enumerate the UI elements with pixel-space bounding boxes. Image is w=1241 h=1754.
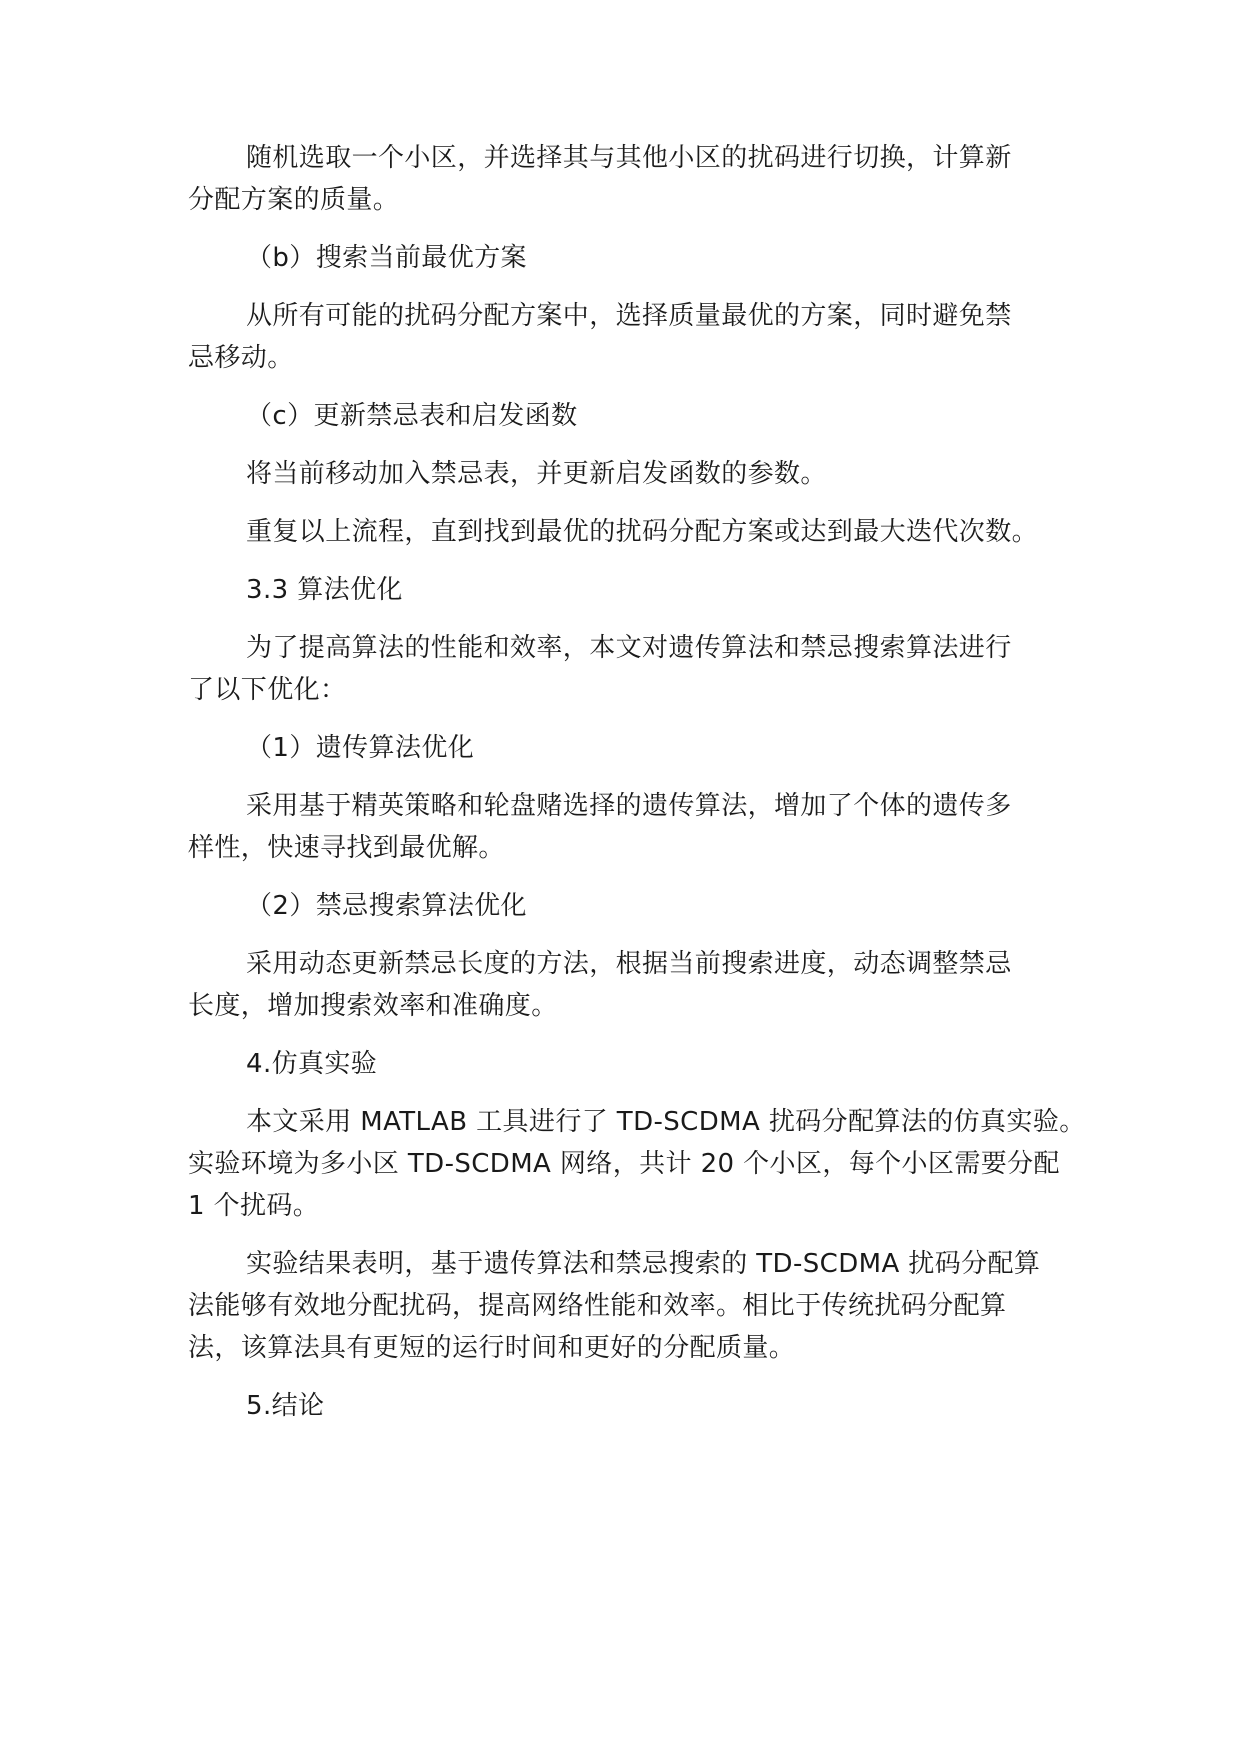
paragraph-line: 分配方案的质量。 (188, 185, 400, 215)
paragraph-line: 随机选取一个小区，并选择其与其他小区的扰码进行切换，计算新 (246, 143, 1012, 173)
paragraph-line: 忌移动。 (188, 343, 294, 373)
paragraph-line: 将当前移动加入禁忌表，并更新启发函数的参数。 (246, 459, 827, 489)
subheading: （2）禁忌搜索算法优化 (246, 891, 527, 921)
paragraph-line: 从所有可能的扰码分配方案中，选择质量最优的方案，同时避免禁 (246, 301, 1012, 331)
paragraph-line: 法能够有效地分配扰码，提高网络性能和效率。相比于传统扰码分配算 (188, 1291, 1007, 1321)
paragraph-line: 采用基于精英策略和轮盘赌选择的遗传算法，增加了个体的遗传多 (246, 791, 1012, 821)
paragraph-line: 实验环境为多小区 TD-SCDMA 网络，共计 20 个小区，每个小区需要分配 (188, 1149, 1060, 1179)
paragraph-line: 1 个扰码。 (188, 1191, 320, 1221)
paragraph-line: 实验结果表明，基于遗传算法和禁忌搜索的 TD-SCDMA 扰码分配算 (246, 1249, 1041, 1279)
paragraph-line: 本文采用 MATLAB 工具进行了 TD-SCDMA 扰码分配算法的仿真实验。 (246, 1107, 1086, 1137)
subheading: （b）搜索当前最优方案 (246, 243, 527, 273)
paragraph-line: 法，该算法具有更短的运行时间和更好的分配质量。 (188, 1333, 796, 1363)
paragraph-line: 长度，增加搜索效率和准确度。 (188, 991, 558, 1021)
paragraph-line: 重复以上流程，直到找到最优的扰码分配方案或达到最大迭代次数。 (246, 517, 1039, 547)
section-heading: 3.3 算法优化 (246, 575, 403, 605)
section-heading: 5.结论 (246, 1391, 325, 1421)
subheading: （c）更新禁忌表和启发函数 (246, 401, 578, 431)
paragraph-line: 样性，快速寻找到最优解。 (188, 833, 505, 863)
subheading: （1）遗传算法优化 (246, 733, 475, 763)
paragraph-line: 为了提高算法的性能和效率，本文对遗传算法和禁忌搜索算法进行 (246, 633, 1012, 663)
section-heading: 4.仿真实验 (246, 1049, 378, 1079)
paragraph-line: 了以下优化： (188, 675, 347, 705)
paragraph-line: 采用动态更新禁忌长度的方法，根据当前搜索进度，动态调整禁忌 (246, 949, 1012, 979)
